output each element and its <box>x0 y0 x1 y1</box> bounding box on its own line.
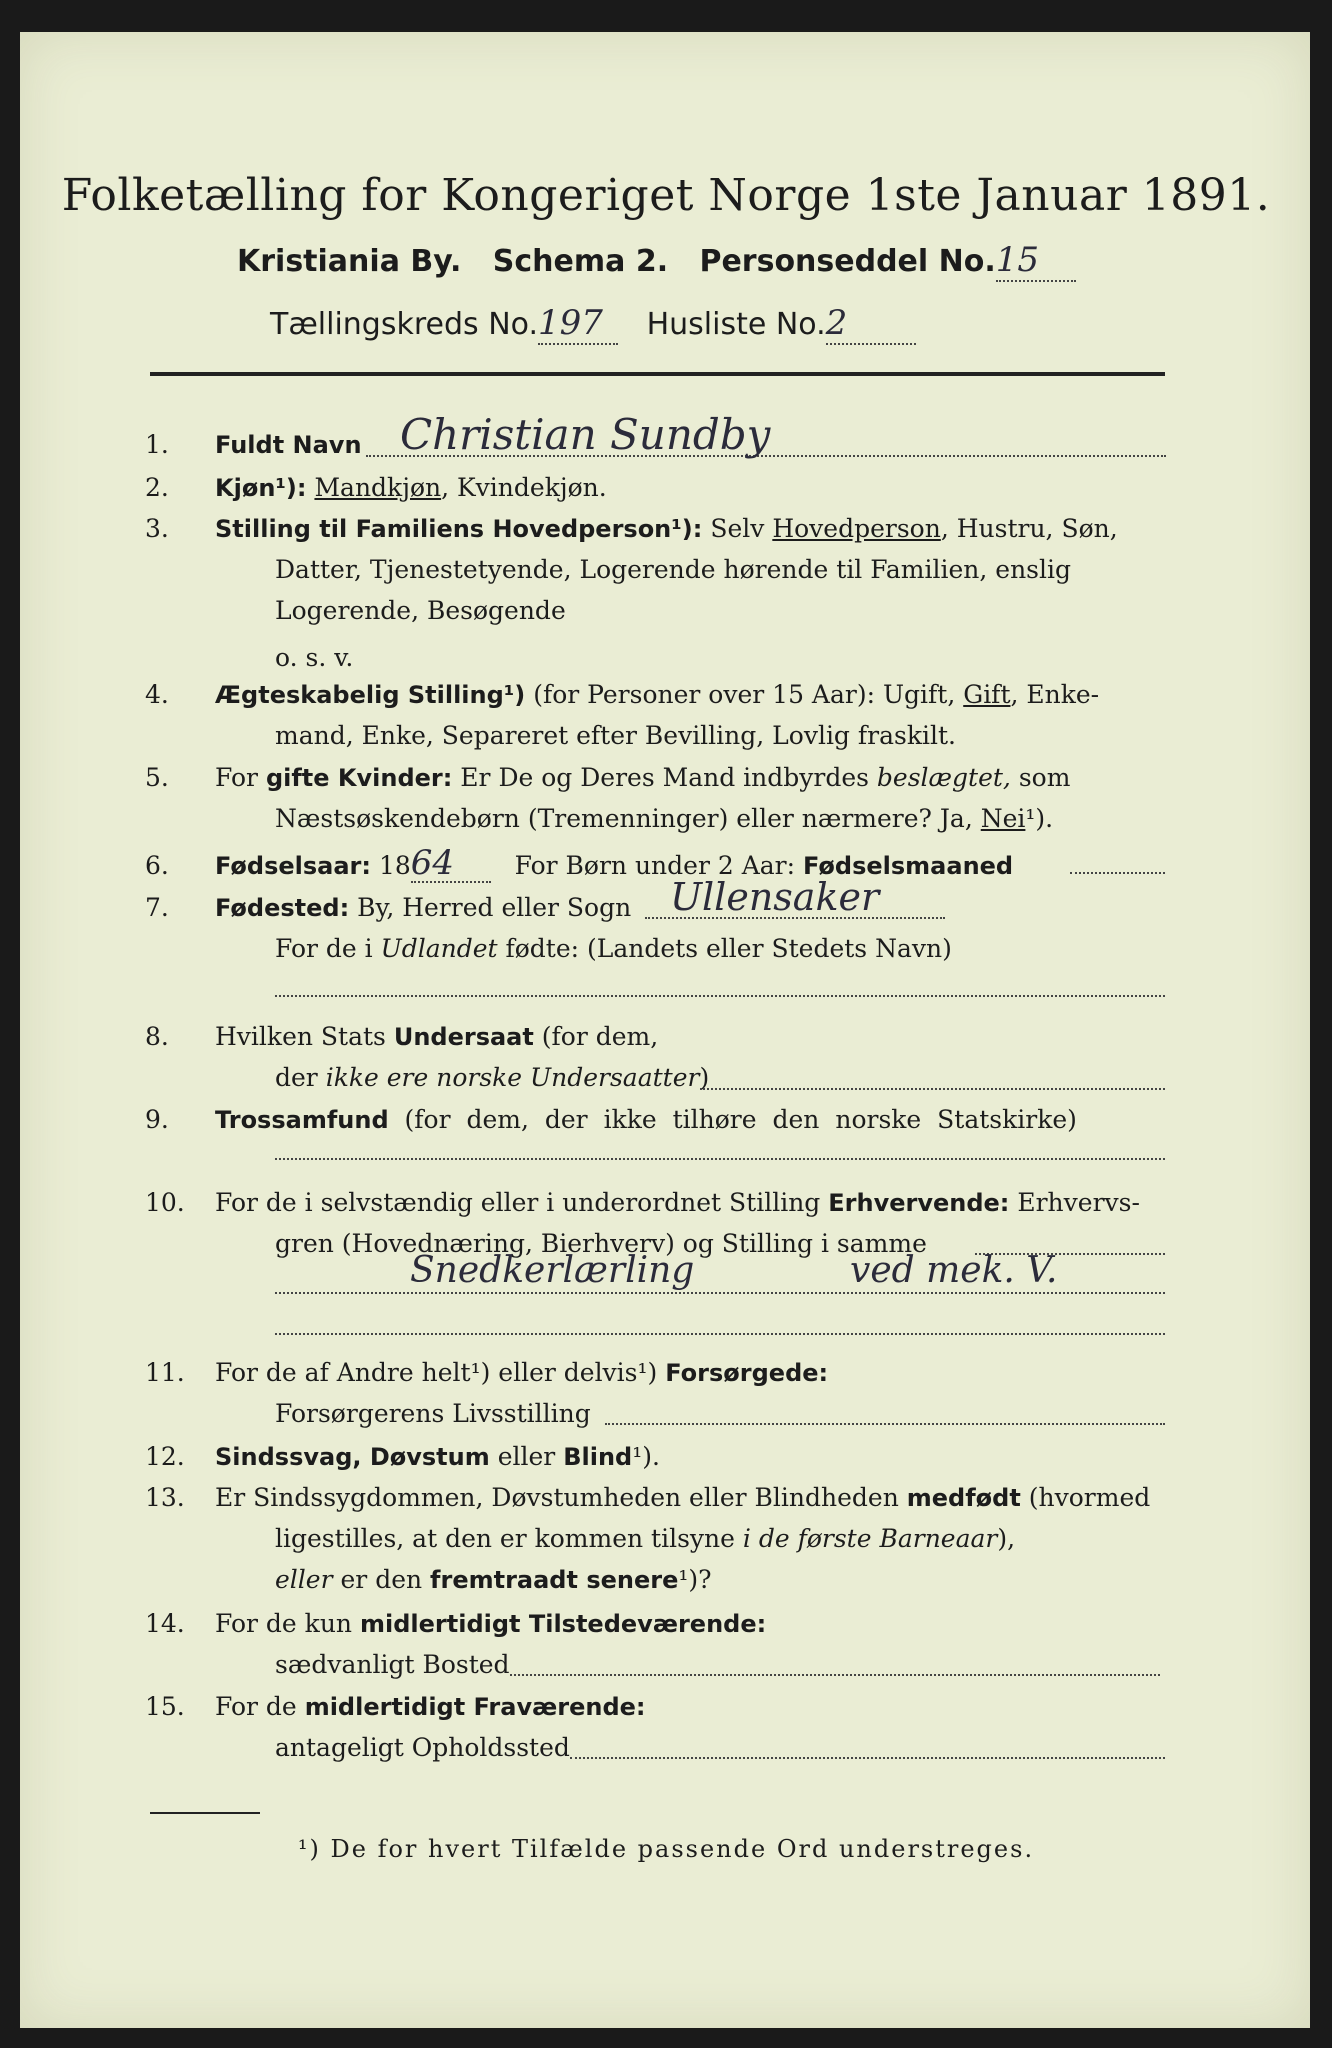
item-9: 9. Trossamfund (for dem, der ikke tilhøre den norske Statskirke) <box>145 1105 1077 1134</box>
birth-year-value[interactable]: 64 <box>410 843 455 883</box>
form-subtitle <box>237 240 1076 282</box>
occupation-value-2[interactable]: ved mek. V. <box>850 1250 1058 1291</box>
schema: Schema 2. <box>492 244 669 279</box>
kreds-no[interactable]: 197 <box>538 303 603 343</box>
item-1: 1. Fuldt Navn <box>145 430 362 459</box>
personseddel-no[interactable]: 15 <box>995 240 1040 280</box>
footnote: ¹) De for hvert Tilfælde passende Ord understreges. <box>297 1835 1035 1863</box>
marital-selected[interactable]: Gift <box>963 680 1011 709</box>
full-name-value[interactable]: Christian Sundby <box>400 410 771 459</box>
item-5: 5. For gifte Kvinder: Er De og Deres Mand indbyrdes beslægtet, som <box>145 763 1071 792</box>
birthplace-value[interactable]: Ullensaker <box>670 875 880 919</box>
item-12: 12. Sindssvag, Døvstum eller Blind¹). <box>145 1442 660 1471</box>
husliste-no[interactable]: 2 <box>825 303 848 343</box>
form-subtitle-2 <box>270 303 916 345</box>
gender-selected[interactable]: Mandkjøn <box>314 473 442 502</box>
item-6: 6. Fødselsaar: 1864 For Børn under 2 Aar: Fødselsmaaned <box>145 843 1014 883</box>
header-rule <box>150 372 1165 376</box>
item-13: 13. Er Sindssygdommen, Døvstumheden eller Blindheden medfødt (hvormed <box>145 1483 1151 1512</box>
footnote-rule <box>150 1812 260 1814</box>
item-3: 3. Stilling til Familiens Hovedperson¹): Selv Hovedperson, Hustru, Søn, <box>145 514 1118 543</box>
item-2: 2. Kjøn¹): Mandkjøn, Kvindekjøn. <box>145 473 607 502</box>
husliste-label: Husliste No. <box>646 307 826 342</box>
related-selected[interactable]: Nei <box>980 804 1026 833</box>
item-7: 7. Fødested: By, Herred eller Sogn <box>145 893 632 922</box>
item-11: 11. For de af Andre helt¹) eller delvis¹) Forsørgede: <box>145 1358 829 1387</box>
item-8: 8. Hvilken Stats Undersaat (for dem, <box>145 1022 659 1051</box>
occupation-value[interactable]: Snedkerlærling <box>410 1250 695 1291</box>
city: Kristiania By. <box>237 244 462 279</box>
kreds-label: Tællingskreds No. <box>270 307 538 342</box>
item-15: 15. For de midlertidigt Fraværende: <box>145 1692 646 1721</box>
item-14: 14. For de kun midlertidigt Tilstedeværende: <box>145 1609 767 1638</box>
personseddel-label: Personseddel No. <box>699 244 996 279</box>
item-4: 4. Ægteskabelig Stilling¹) (for Personer over 15 Aar): Ugift, Gift, Enke- <box>145 680 1100 709</box>
item-10: 10. For de i selvstændig eller i underordnet Stilling Erhvervende: Erhvervs- <box>145 1188 1140 1217</box>
form-title: Folketælling for Kongeriget Norge 1ste Januar 1891. <box>61 170 1271 221</box>
position-selected[interactable]: Hovedperson <box>772 514 941 543</box>
